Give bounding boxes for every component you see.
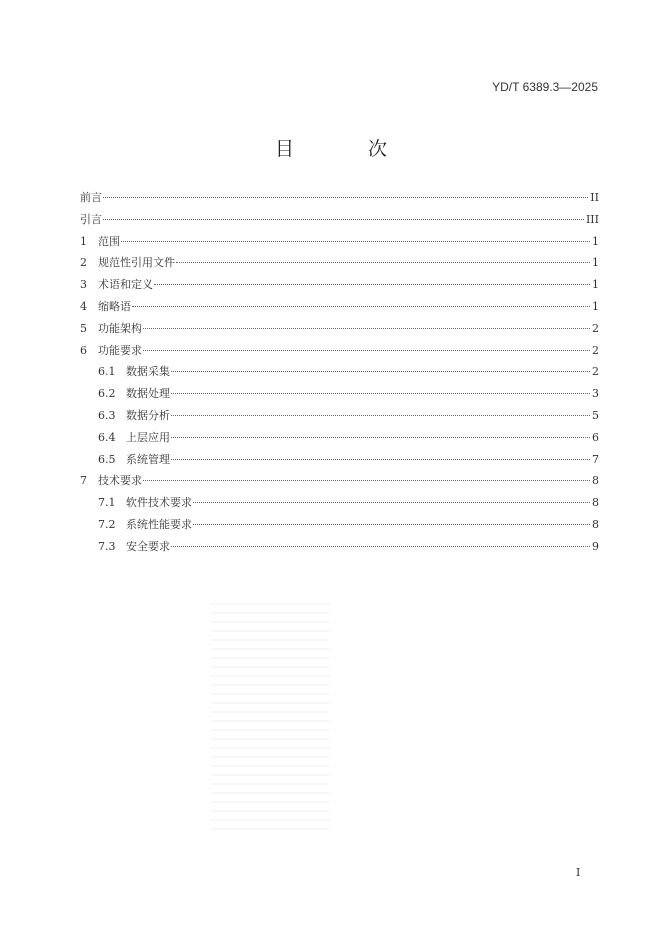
- toc-entry[interactable]: [80, 189, 599, 211]
- dot-leader: [171, 393, 590, 394]
- dot-leader: [171, 546, 590, 547]
- toc-entry[interactable]: [80, 472, 599, 494]
- dot-leader: [171, 459, 590, 460]
- page-number: I: [576, 866, 581, 879]
- toc-entry-page: 5: [592, 408, 599, 422]
- toc-entry-page: 1: [592, 256, 599, 270]
- toc-entry-number: 7.2: [98, 517, 116, 531]
- toc-entry-label: 功能要求: [98, 343, 142, 357]
- toc-entry-page: II: [590, 191, 599, 204]
- toc-entry-number: 6.4: [98, 430, 116, 444]
- toc-entry[interactable]: [80, 429, 599, 451]
- toc-entry-page: 2: [592, 321, 599, 335]
- toc-entry-page: 8: [592, 517, 599, 531]
- toc-entry[interactable]: [80, 342, 599, 364]
- toc-entry[interactable]: [80, 276, 599, 298]
- toc-entry-label: 上层应用: [126, 430, 170, 444]
- toc-entry-page: III: [585, 212, 599, 226]
- dot-leader: [171, 437, 590, 438]
- toc-entry-page: 2: [592, 365, 599, 379]
- toc-entry-page: 1: [592, 299, 599, 313]
- toc-entry-page: 8: [592, 496, 599, 510]
- toc-entry[interactable]: [80, 233, 599, 255]
- dot-leader: [143, 350, 590, 351]
- faint-watermark: [210, 600, 330, 830]
- toc-entry[interactable]: [80, 407, 599, 429]
- toc-entry-label: 范围: [98, 234, 120, 248]
- toc-entry-label: 术语和定义: [98, 278, 153, 292]
- dot-leader: [103, 197, 588, 198]
- toc-entry-label: 安全要求: [126, 539, 170, 553]
- toc-entry[interactable]: [80, 320, 599, 342]
- table-of-contents: [80, 189, 599, 560]
- toc-entry-number: 2: [80, 256, 87, 270]
- toc-entry-label: 数据分析: [126, 408, 170, 422]
- toc-entry-page: 1: [592, 278, 599, 292]
- toc-entry-page: 7: [592, 452, 599, 466]
- dot-leader: [154, 284, 590, 285]
- dot-leader: [193, 524, 590, 525]
- toc-entry-number: 7.3: [98, 539, 116, 553]
- toc-entry-number: 6.1: [98, 365, 116, 379]
- toc-entry-label: 系统管理: [126, 452, 170, 466]
- toc-entry[interactable]: [80, 363, 599, 385]
- toc-entry-number: 3: [80, 278, 87, 292]
- dot-leader: [121, 241, 590, 242]
- dot-leader: [171, 415, 590, 416]
- dot-leader: [171, 371, 590, 372]
- toc-entry-number: 5: [80, 321, 87, 335]
- dot-leader: [143, 328, 590, 329]
- toc-entry-page: 1: [592, 234, 599, 248]
- toc-entry[interactable]: [80, 494, 599, 516]
- toc-entry-number: 7.1: [98, 496, 116, 510]
- dot-leader: [143, 480, 590, 481]
- toc-entry-page: 8: [592, 474, 599, 488]
- toc-entry-number: 6: [80, 343, 87, 357]
- toc-entry[interactable]: [80, 516, 599, 538]
- toc-entry-page: 3: [592, 387, 599, 401]
- toc-entry-label: 引言: [80, 212, 102, 226]
- toc-entry-number: 6.2: [98, 387, 116, 401]
- toc-entry-label: 技术要求: [98, 474, 142, 488]
- toc-entry-number: 6.5: [98, 452, 116, 466]
- page-title: 目 次: [274, 138, 422, 160]
- toc-entry-page: 6: [592, 430, 599, 444]
- toc-entry[interactable]: [80, 385, 599, 407]
- toc-entry-label: 缩略语: [98, 299, 131, 313]
- toc-entry-label: 系统性能要求: [126, 517, 192, 531]
- toc-entry-label: 数据采集: [126, 365, 170, 379]
- toc-entry-number: 1: [80, 234, 87, 248]
- toc-entry-label: 软件技术要求: [126, 496, 192, 510]
- toc-entry-number: 6.3: [98, 408, 116, 422]
- dot-leader: [193, 502, 590, 503]
- toc-entry-label: 规范性引用文件: [98, 256, 175, 270]
- document-code: YD/T 6389.3—2025: [492, 80, 598, 94]
- toc-entry-number: 7: [80, 474, 87, 488]
- toc-entry[interactable]: [80, 298, 599, 320]
- dot-leader: [132, 306, 590, 307]
- toc-entry[interactable]: [80, 211, 599, 233]
- toc-entry[interactable]: [80, 254, 599, 276]
- dot-leader: [176, 262, 590, 263]
- toc-entry-page: 9: [592, 539, 599, 553]
- toc-entry[interactable]: [80, 538, 599, 560]
- toc-entry-label: 功能架构: [98, 321, 142, 335]
- toc-entry-label: 前言: [80, 191, 102, 204]
- toc-entry-number: 4: [80, 299, 87, 313]
- toc-entry-label: 数据处理: [126, 387, 170, 401]
- toc-entry[interactable]: [80, 451, 599, 473]
- toc-entry-page: 2: [592, 343, 599, 357]
- dot-leader: [103, 219, 584, 220]
